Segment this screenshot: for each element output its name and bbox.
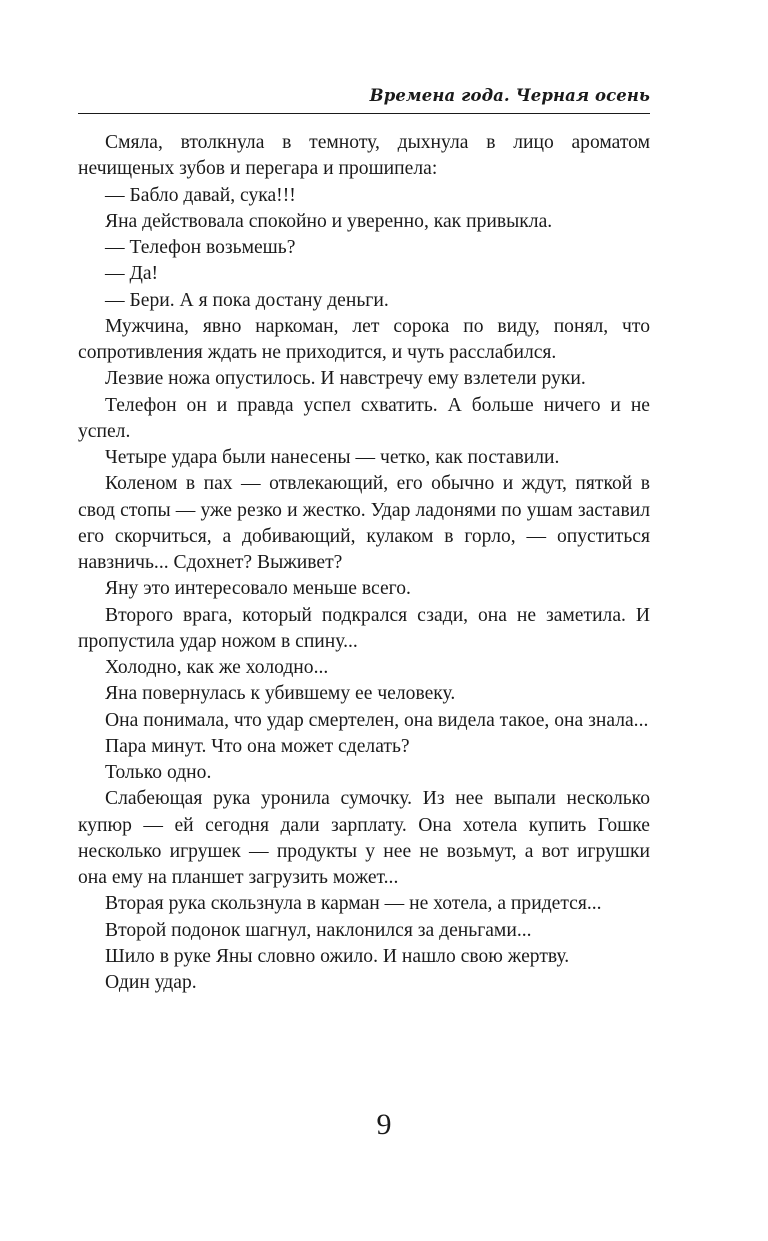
paragraph: Яна повернулась к убившему ее человеку.	[105, 683, 456, 705]
body-text	[78, 130, 650, 996]
paragraph: Яну это интересовало меньше всего.	[105, 578, 411, 600]
paragraph: — Бери. А я пока достану деньги.	[105, 289, 389, 311]
paragraph: Второй подонок шагнул, наклонился за деньгами...	[105, 919, 532, 941]
paragraph: Второго врага, который подкрался сзади, она не заметила. И пропустила удар ножом в спину...	[78, 604, 650, 652]
paragraph: Только одно.	[105, 762, 212, 783]
page-number: 9	[376, 1108, 392, 1141]
paragraph: Холодно, как же холодно...	[105, 657, 329, 678]
paragraph: Один удар.	[105, 972, 197, 993]
paragraph: — Бабло давай, сука!!!	[105, 184, 296, 206]
paragraph: Шило в руке Яны словно ожило. И нашло свою жертву.	[105, 945, 570, 967]
paragraph: Мужчина, явно наркоман, лет сорока по виду, понял, что сопротивления ждать не приходится, и чуть расслабился.	[78, 315, 650, 363]
header-rule	[78, 113, 650, 114]
paragraph: — Телефон возьмешь?	[105, 237, 296, 258]
paragraph: — Да!	[105, 263, 159, 285]
paragraph: Лезвие ножа опустилось. И навстречу ему взлетели руки.	[105, 368, 586, 390]
paragraph: Пара минут. Что она может сделать?	[105, 735, 410, 757]
paragraph: Слабеющая рука уронила сумочку. Из нее выпали несколько купюр — ей сегодня дали зарплату. Она хотела купить Гошке несколько игрушек — продукты у нее не возьмут, а вот игрушки она ему на планшет загрузить может...	[78, 788, 650, 888]
paragraph: Коленом в пах — отвлекающий, его обычно и ждут, пяткой в свод стопы — уже резко и жестко. Удар ладонями по ушам заставил его скорчиться, а добивающий, кулаком в горло, — опуститься навзничь... Сдохнет? Выживет?	[78, 473, 650, 573]
paragraph: Смяла, втолкнула в темноту, дыхнула в лицо ароматом нечищеных зубов и перегара и прошипела:	[78, 132, 650, 180]
running-head-title: Времена года. Черная осень	[369, 86, 650, 105]
paragraph: Вторая рука скользнула в карман — не хотела, а придется...	[105, 893, 602, 915]
paragraph: Четыре удара были нанесены — четко, как поставили.	[105, 447, 560, 468]
paragraph: Яна действовала спокойно и уверенно, как привыкла.	[105, 210, 553, 232]
paragraph: Она понимала, что удар смертелен, она видела такое, она знала...	[105, 709, 649, 731]
paragraph: Телефон он и правда успел схватить. А больше ничего и не успел.	[78, 394, 650, 442]
